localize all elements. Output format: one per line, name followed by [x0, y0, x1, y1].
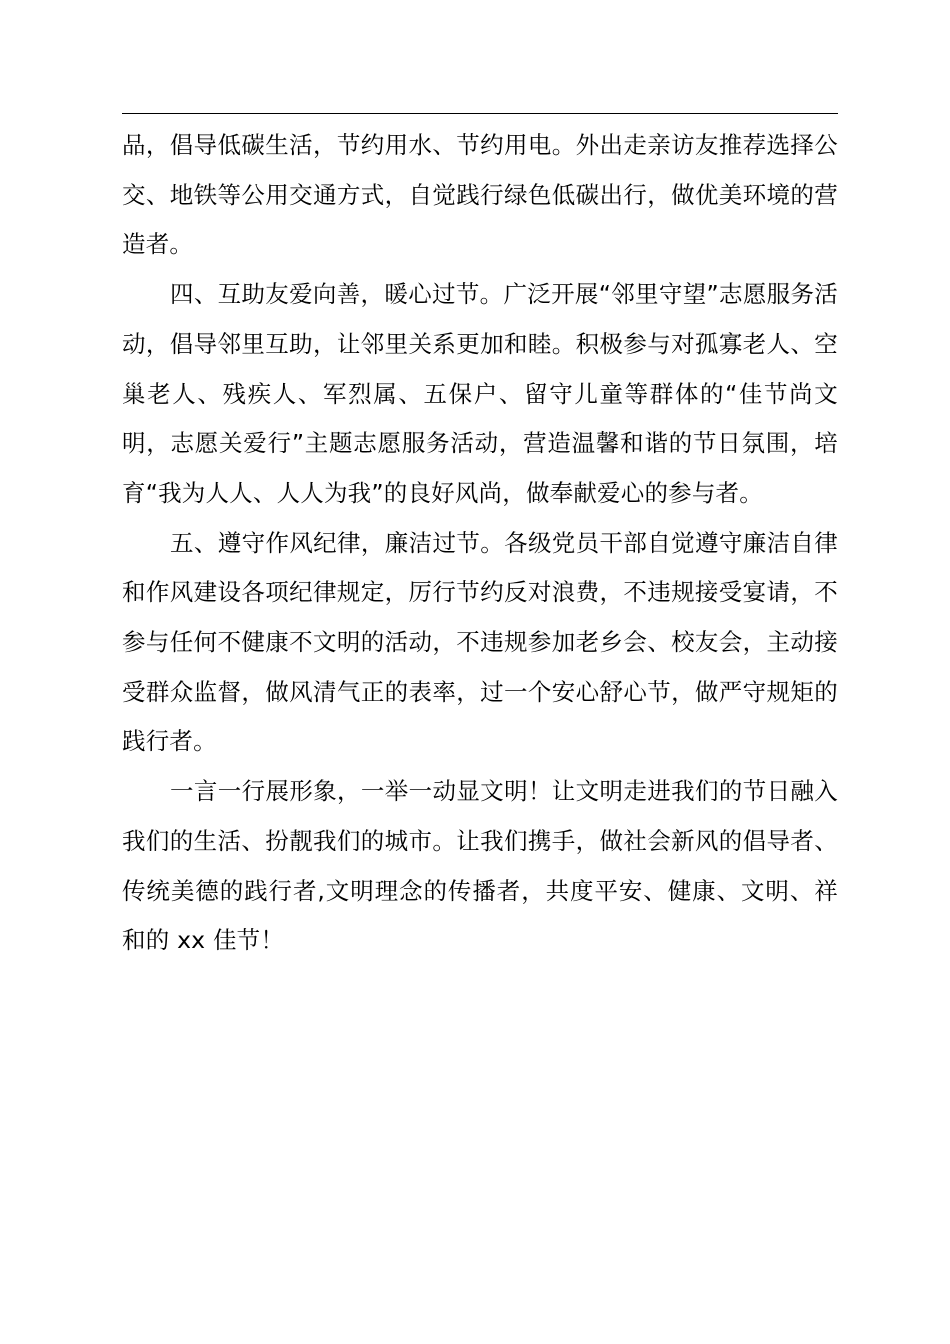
document-body: [122, 121, 838, 966]
paragraph-mutual-aid: 四、互助友爱向善，暖心过节。广泛开展“邻里守望”志愿服务活动，倡导邻里互助，让邻里关系更加和睦。积极参与对孤寡老人、空巢老人、残疾人、军烈属、五保户、留守儿童等群体的“佳节尚文明，志愿关爱行”主题志愿服务活动，营造温馨和谐的节日氛围，培育“我为人人、人人为我”的良好风尚，做奉献爱心的参与者。: [122, 280, 838, 507]
paragraph-green-travel: 品，倡导低碳生活，节约用水、节约用电。外出走亲访友推荐选择公交、地铁等公用交通方式，自觉践行绿色低碳出行，做优美环境的营造者。: [122, 131, 838, 259]
header-rule: [122, 113, 838, 114]
paragraph-integrity: 五、遵守作风纪律，廉洁过节。各级党员干部自觉遵守廉洁自律和作风建设各项纪律规定，厉行节约反对浪费，不违规接受宴请，不参与任何不健康不文明的活动，不违规参加老乡会、校友会，主动接受群众监督，做风清气正的表率，过一个安心舒心节，做严守规矩的践行者。: [122, 528, 838, 756]
paragraph-closing: 一言一行展形象，一举一动显文明！让文明走进我们的节日融入我们的生活、扮靓我们的城市。让我们携手，做社会新风的倡导者、传统美德的践行者,文明理念的传播者，共度平安、健康、文明、祥和的 xx 佳节！: [122, 777, 838, 955]
